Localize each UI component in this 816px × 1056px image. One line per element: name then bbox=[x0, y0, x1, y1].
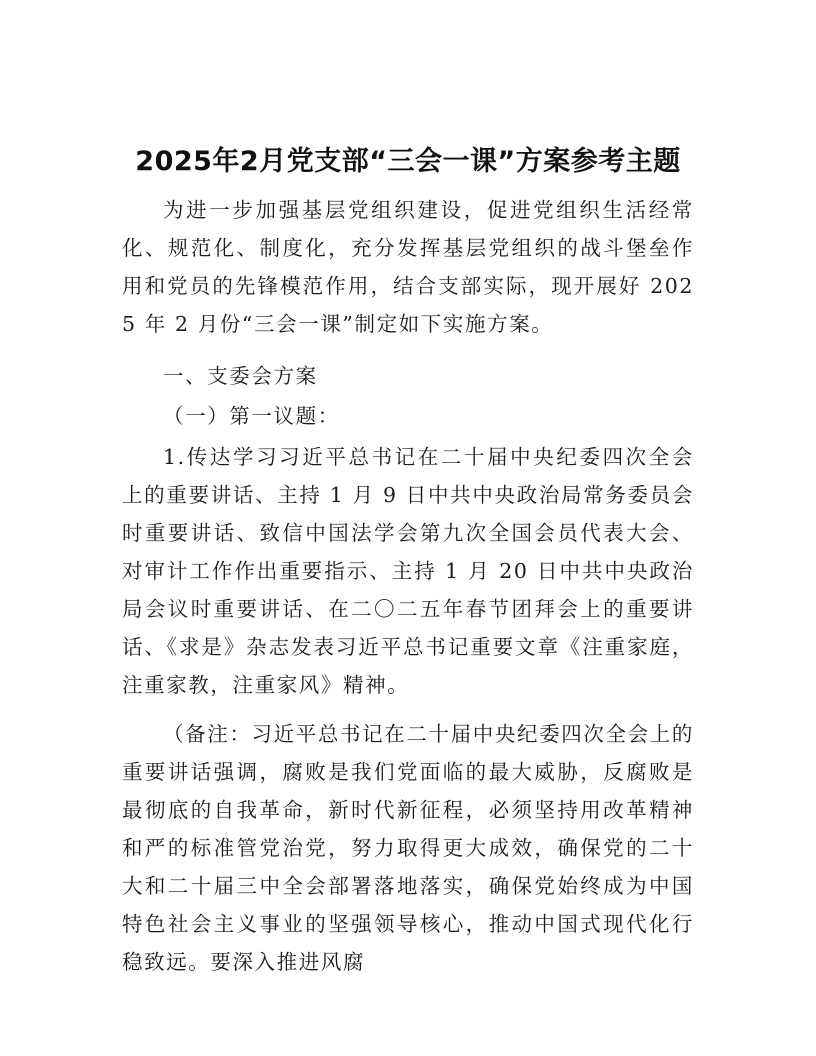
section-heading-branch-committee: 一、支委会方案 bbox=[163, 364, 318, 388]
note-paragraph: （备注：习近平总书记在二十届中央纪委四次全会上的重要讲话强调，腐败是我们党面临的最大威胁，反腐败是最彻底的自我革命，新时代新征程，必须坚持用改革精神和严的标准管党治党，努力取得更大成效，确保党的二十大和二十届三中全会部署落地落实，确保党始终成为中国特色社会主义事业的坚强领导核心，推动中国式现代化行稳致远。要深入推进风腐 bbox=[122, 722, 694, 974]
document-body bbox=[122, 191, 694, 981]
intro-paragraph: 为进一步加强基层党组织建设，促进党组织生活经常化、规范化、制度化，充分发挥基层党组织的战斗堡垒作用和党员的先锋模范作用，结合支部实际，现开展好 2025 年 2 月份“三会一课”制定如下实施方案。 bbox=[122, 198, 694, 336]
list-item-study-content: 1.传达学习习近平总书记在二十届中央纪委四次全会上的重要讲话、主持 1 月 9 日中共中央政治局常务委员会时重要讲话、致信中国法学会第九次全国会员代表大会、对审计工作作出重要指示、主持 1 月 20 日中共中央政治局会议时重要讲话、在二〇二五年春节团拜会上的重要讲话、《求是》杂志发表习近平总书记重要文章《注重家庭，注重家教，注重家风》精神。 bbox=[122, 445, 694, 697]
document-title: 2025年2月党支部“三会一课”方案参考主题 bbox=[135, 146, 681, 177]
subsection-heading-first-topic: （一）第一议题： bbox=[163, 404, 340, 428]
